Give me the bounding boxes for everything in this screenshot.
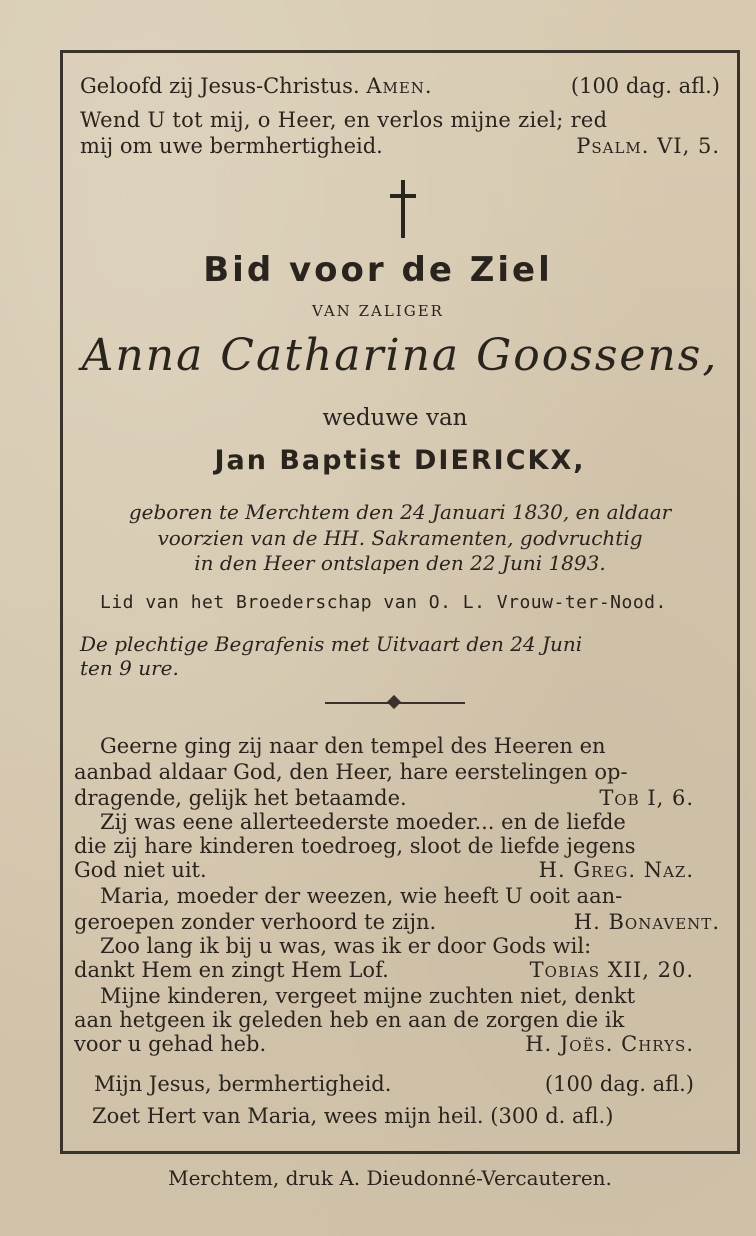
quote-line: [74, 958, 694, 982]
quote-reference: Tobias XII, 20.: [529, 958, 694, 982]
quote-text: dragende, gelijk het betaamde.: [74, 786, 407, 810]
quote-line: Mijne kinderen, vergeet mijne zuchten niet, denkt: [100, 984, 636, 1008]
header-text: Geloofd zij Jesus-Christus.: [80, 74, 360, 98]
header-line-2: Wend U tot mij, o Heer, en verlos mijne ziel; red: [80, 108, 608, 132]
brotherhood-line: Lid van het Broederschap van O. L. Vrouw-ter-Nood.: [100, 592, 667, 613]
quote-reference: H. Joës. Chrys.: [525, 1032, 694, 1056]
bio-line-1: geboren te Merchtem den 24 Januari 1830, en aldaar: [128, 500, 672, 524]
quote-text: voor u gehad heb.: [74, 1032, 267, 1056]
quote-text: geroepen zonder verhoord te zijn.: [74, 910, 437, 934]
quote-line: [74, 910, 720, 934]
indulgence-note: (100 dag. afl.): [570, 74, 720, 98]
funeral-line-1: De plechtige Begrafenis met Uitvaart den 24 Juni: [80, 632, 583, 656]
amen-text: Amen.: [366, 74, 433, 98]
ornament-divider: [325, 700, 465, 706]
quote-text: dankt Hem en zingt Hem Lof.: [74, 958, 389, 982]
header-line-3: [80, 134, 720, 158]
card-subtitle: VAN ZALIGER: [312, 302, 444, 320]
prayer-line-1: [94, 1072, 694, 1096]
printer-credit: Merchtem, druk A. Dieudonné-Vercauteren.: [168, 1166, 612, 1190]
quote-reference: Tob I, 6.: [599, 786, 694, 810]
quote-line: aanbad aldaar God, den Heer, hare eerstelingen op-: [74, 760, 628, 784]
quote-text: God niet uit.: [74, 858, 207, 882]
husband-name: Jan Baptist DIERICKX,: [214, 445, 586, 476]
quote-line: Zoo lang ik bij u was, was ik er door Gods wil:: [100, 934, 592, 958]
deceased-name: Anna Catharina Goossens,: [81, 330, 719, 381]
quote-line: die zij hare kinderen toedroeg, sloot de liefde jegens: [74, 834, 636, 858]
bio-line-2: voorzien van de HH. Sakramenten, godvruchtig: [157, 526, 643, 550]
quote-reference: H. Bonavent.: [573, 910, 720, 934]
quote-reference: H. Greg. Naz.: [538, 858, 694, 882]
widow-label: weduwe van: [322, 405, 468, 431]
quote-line: Zij was eene allerteederste moeder... en de liefde: [100, 810, 626, 834]
bio-line-3: in den Heer ontslapen den 22 Juni 1893.: [194, 551, 606, 575]
quote-line: aan hetgeen ik geleden heb en aan de zorgen die ik: [74, 1008, 625, 1032]
card-title: Bid voor de Ziel: [203, 250, 553, 290]
quote-line: [74, 786, 694, 810]
prayer-text: Mijn Jesus, bermhertigheid.: [94, 1072, 392, 1096]
prayer-line-2: Zoet Hert van Maria, wees mijn heil. (300 d. afl.): [92, 1104, 614, 1128]
quote-line: [74, 1032, 694, 1056]
quote-line: Maria, moeder der weezen, wie heeft U ooit aan-: [100, 884, 623, 908]
header-line-1: [80, 74, 720, 98]
quote-line: [74, 858, 694, 882]
quote-line: Geerne ging zij naar den tempel des Heeren en: [100, 734, 606, 758]
header-text: mij om uwe bermhertigheid.: [80, 134, 383, 158]
funeral-line-2: ten 9 ure.: [80, 656, 179, 680]
psalm-reference: Psalm. VI, 5.: [576, 134, 720, 158]
indulgence-note: (100 dag. afl.): [544, 1072, 694, 1096]
cross-icon: [390, 180, 416, 238]
